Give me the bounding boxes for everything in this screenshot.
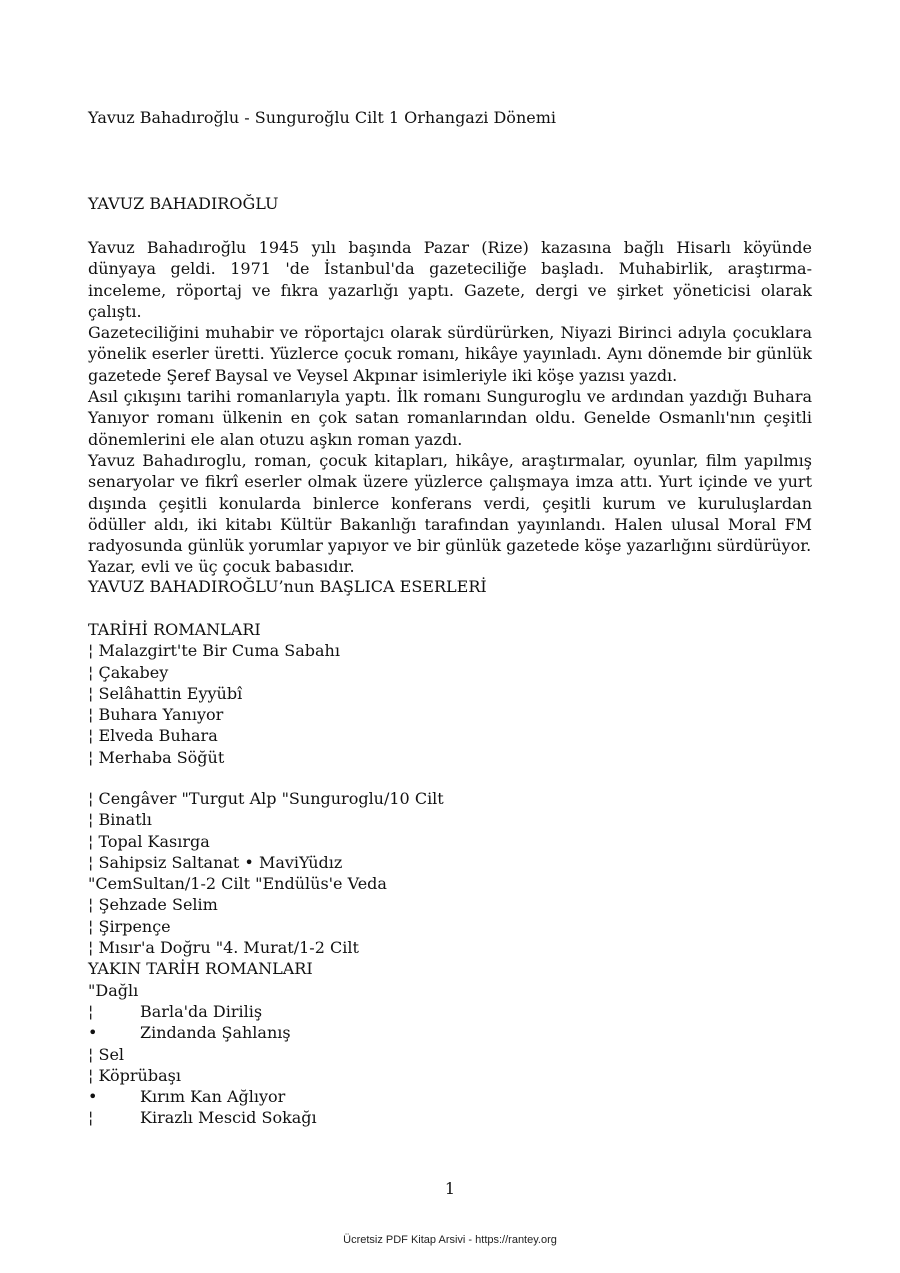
document-title: Yavuz Bahadıroğlu - Sunguroğlu Cilt 1 Orhangazi Dönemi: [88, 108, 556, 127]
list-item: ¦ Selâhattin Eyyübî: [88, 683, 243, 703]
bio-paragraph: Gazeteciliğini muhabir ve röportajcı olarak sürdürürken, Niyazi Birinci adıyla çocuklara yönelik eserler üretti. Yüzlerce çocuk romanı, hikâye yayınladı. Aynı dönemde bir günlük gazetede Şeref Baysal ve Veysel Akpınar isimleriyle iki köşe yazısı yazdı.: [88, 323, 812, 385]
list-marker: •: [88, 1087, 98, 1107]
page-number: 1: [444, 1179, 456, 1198]
bio-paragraph: Yavuz Bahadıroglu, roman, çocuk kitapları, hikâye, araştırmalar, oyunlar, film yapılmış senaryolar ve fikrî eserler olmak üzere yüzlerce çalışmaya imza attı. Yurt içinde ve yurt dışında çeşitli konularda binlerce konferans verdi, çeşitli kurum ve kuruluşlardan ödüller aldı, iki kitabı Kültür Bakanlığı tarafından yayınlandı. Halen ulusal Moral FM radyosunda günlük yorumlar yapıyor ve bir günlük gazetede köşe yazarlığını sürdürüyor.: [88, 450, 812, 556]
list-item-text: "CemSultan/1-2 Cilt "Endülüs'e Veda: [88, 874, 387, 894]
works-list: [88, 788, 444, 1129]
list-item: ¦ Çakabey: [88, 662, 169, 682]
list-item: ¦ Malazgirt'te Bir Cuma Sabahı: [88, 641, 340, 661]
list-item: [88, 980, 444, 1001]
list-item: [88, 1086, 444, 1107]
list-item: [88, 1107, 444, 1128]
list-item-text: ¦ Mısır'a Doğru "4. Murat/1-2 Cilt: [88, 938, 359, 958]
works-heading: YAVUZ BAHADIROĞLU’nun BAŞLICA ESERLERİ: [88, 577, 487, 596]
bio-paragraph: Yazar, evli ve üç çocuk babasıdır.: [88, 557, 355, 577]
list-item: [88, 1022, 444, 1043]
author-heading: YAVUZ BAHADIROĞLU: [88, 194, 279, 213]
list-item: ¦ Buhara Yanıyor: [88, 705, 224, 725]
list-item: [88, 809, 444, 830]
list-item-text: ¦ Şirpençe: [88, 916, 171, 936]
list-item-text: ¦ Binatlı: [88, 810, 152, 830]
list-marker: ¦: [88, 1001, 94, 1021]
biography: [88, 237, 812, 578]
list-item: TARİHİ ROMANLARI: [88, 620, 261, 639]
list-item: [88, 852, 444, 873]
list-item-text: Kırım Kan Ağlıyor: [140, 1087, 286, 1107]
list-item: [88, 1044, 444, 1065]
list-item-text: ¦ Sahipsiz Saltanat • MaviYüdız: [88, 852, 343, 872]
list-item-text: ¦ Köprübaşı: [88, 1065, 181, 1085]
list-item-text: Barla'da Diriliş: [140, 1001, 263, 1021]
list-marker: •: [88, 1023, 98, 1043]
list-item: [88, 788, 444, 809]
list-item: [88, 1001, 444, 1022]
list-item-text: YAKIN TARİH ROMANLARI: [88, 959, 313, 979]
list-item-text: ¦ Cengâver "Turgut Alp "Sunguroglu/10 Cilt: [88, 789, 444, 808]
list-item-text: Zindanda Şahlanış: [140, 1023, 291, 1043]
historical-novels-list: [88, 619, 340, 768]
list-item-text: "Dağlı: [88, 980, 139, 1000]
bio-paragraph: Asıl çıkışını tarihi romanlarıyla yaptı. İlk romanı Sunguroglu ve ardından yazdığı Buhara Yanıyor romanı ülkenin en çok satan romanlarından oldu. Genelde Osmanlı'nın çeşitli dönemlerini ele alan otuzu aşkın roman yazdı.: [88, 387, 812, 449]
footer-text: Ücretsiz PDF Kitap Arsivi - https://rantey.org: [343, 1234, 557, 1246]
list-item: [88, 831, 444, 852]
list-item-text: ¦ Sel: [88, 1044, 125, 1064]
section-heading: [88, 958, 444, 979]
list-item: ¦ Merhaba Söğüt: [88, 747, 225, 767]
list-item: [88, 1065, 444, 1086]
list-item: [88, 937, 444, 958]
list-item: [88, 873, 444, 894]
list-item: [88, 894, 444, 915]
list-marker: ¦: [88, 1108, 94, 1128]
list-item: [88, 916, 444, 937]
list-item-text: ¦ Topal Kasırga: [88, 831, 210, 851]
list-item: ¦ Elveda Buhara: [88, 726, 218, 746]
list-item-text: ¦ Şehzade Selim: [88, 895, 218, 915]
bio-paragraph: Yavuz Bahadıroğlu 1945 yılı başında Pazar (Rize) kazasına bağlı Hisarlı köyünde dünyaya geldi. 1971 'de İstanbul'da gazeteciliğe başladı. Muhabirlik, araştırma-inceleme, röportaj ve fıkra yazarlığı yaptı. Gazete, dergi ve şirket yöneticisi olarak çalıştı.: [88, 238, 812, 321]
list-item-text: Kirazlı Mescid Sokağı: [140, 1108, 317, 1128]
